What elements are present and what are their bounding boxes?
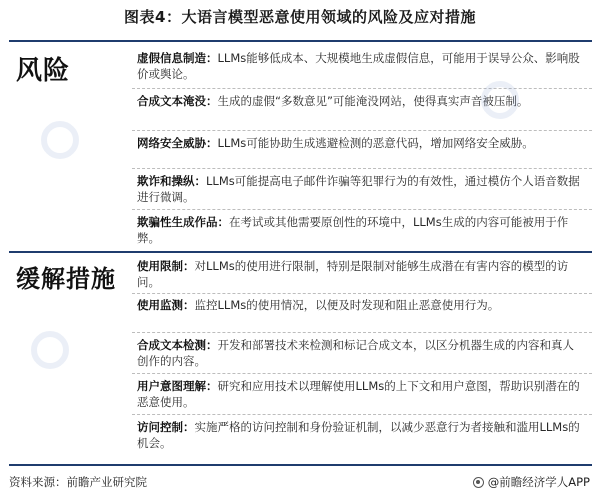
row-separator bbox=[132, 130, 592, 131]
item-heading: 使用监测： bbox=[137, 298, 195, 312]
brand-logo-icon bbox=[473, 477, 484, 488]
item-text: LLMs可能提高电子邮件诈骗等犯罪行为的有效性，通过模仿个人语音数据进行微调。 bbox=[137, 174, 580, 204]
item-heading: 合成文本淹没： bbox=[137, 94, 218, 108]
row-separator bbox=[132, 293, 592, 294]
risk-item-cybersecurity bbox=[137, 135, 585, 151]
watermark-logo-icon bbox=[30, 330, 70, 370]
mitigation-item-usage-monitoring bbox=[137, 297, 585, 313]
item-heading: 合成文本检测： bbox=[137, 338, 218, 352]
item-heading: 欺诈和操纵： bbox=[137, 174, 206, 188]
row-separator bbox=[132, 373, 592, 374]
item-text: 开发和部署技术来检测和标记合成文本，以区分机器生成的内容和真人创作的内容。 bbox=[137, 338, 574, 368]
row-separator bbox=[132, 332, 592, 333]
row-separator bbox=[132, 88, 592, 89]
item-heading: 使用限制： bbox=[137, 259, 195, 273]
item-text: 生成的虚假“多数意见”可能淹没网站，使得真实声音被压制。 bbox=[217, 94, 529, 108]
item-text: 监控LLMs的使用情况，以便及时发现和阻止恶意使用行为。 bbox=[194, 298, 500, 312]
item-heading: 虚假信息制造： bbox=[137, 51, 218, 65]
item-heading: 访问控制： bbox=[137, 420, 195, 434]
row-separator bbox=[132, 414, 592, 415]
section-divider-risk bbox=[9, 40, 592, 42]
mitigation-item-intent-understanding bbox=[137, 378, 585, 410]
section-divider-mitigation bbox=[9, 251, 592, 253]
section-label-mitigation: 缓解措施 bbox=[16, 264, 116, 293]
mitigation-item-usage-limits bbox=[137, 258, 585, 290]
mitigation-item-access-control bbox=[137, 419, 585, 451]
figure-title: 图表4：大语言模型恶意使用领域的风险及应对措施 bbox=[124, 8, 476, 26]
watermark-logo-icon bbox=[480, 80, 520, 120]
risk-item-deceptive-works bbox=[137, 214, 585, 246]
row-separator bbox=[132, 168, 592, 169]
row-separator bbox=[132, 209, 592, 210]
item-text: 在考试或其他需要原创性的环境中，LLMs生成的内容可能被用于作弊。 bbox=[137, 215, 569, 245]
watermark-logo-icon bbox=[40, 120, 80, 160]
brand-text: @前瞻经济学人APP bbox=[487, 475, 590, 489]
item-text: 对LLMs的使用进行限制，特别是限制对能够生成潜在有害内容的模型的访问。 bbox=[137, 259, 569, 289]
source-note: 资料来源：前瞻产业研究院 bbox=[9, 475, 147, 489]
item-heading: 用户意图理解： bbox=[137, 379, 218, 393]
item-text: 实施严格的访问控制和身份验证机制，以减少恶意行为者接触和滥用LLMs的机会。 bbox=[137, 420, 580, 450]
item-heading: 欺骗性生成作品： bbox=[137, 215, 229, 229]
item-heading: 网络安全威胁： bbox=[137, 136, 218, 150]
item-text: LLMs能够低成本、大规模地生成虚假信息，可能用于误导公众、影响股价或舆论。 bbox=[137, 51, 580, 81]
bottom-divider bbox=[9, 464, 592, 466]
section-label-risk: 风险 bbox=[16, 56, 71, 86]
risk-item-fraud bbox=[137, 173, 585, 205]
risk-item-disinformation bbox=[137, 50, 585, 82]
item-text: LLMs可能协助生成逃避检测的恶意代码，增加网络安全威胁。 bbox=[217, 136, 534, 150]
item-text: 研究和应用技术以理解使用LLMs的上下文和用户意图，帮助识别潜在的恶意使用。 bbox=[137, 379, 580, 409]
mitigation-item-synthetic-detection bbox=[137, 337, 585, 369]
brand-credit bbox=[473, 474, 590, 490]
